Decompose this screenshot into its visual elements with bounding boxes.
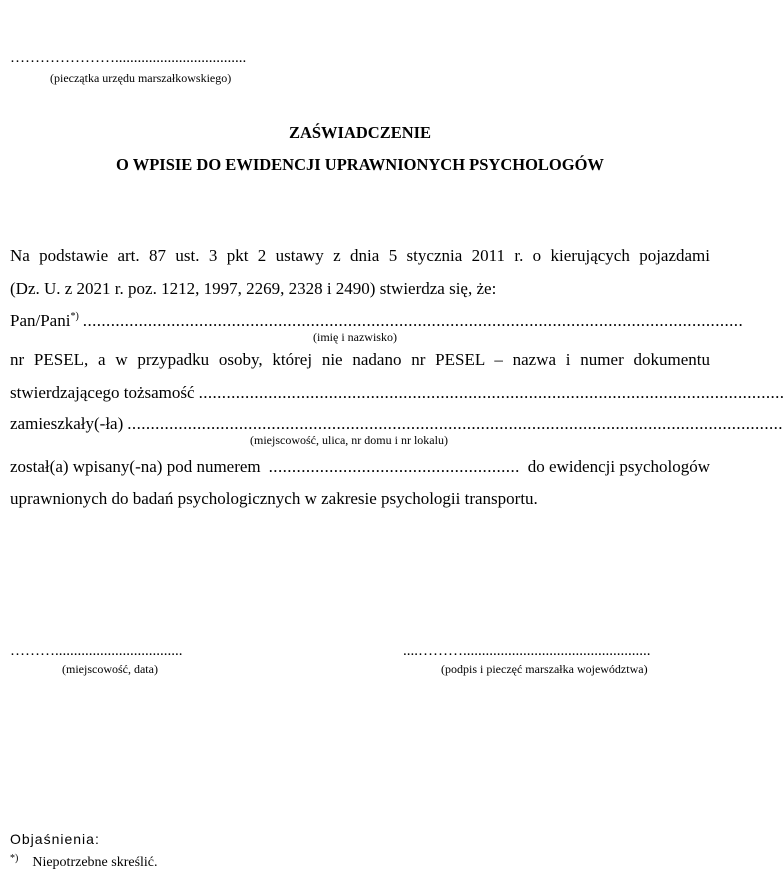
place-date-caption: (miejscowość, data) xyxy=(62,662,158,676)
name-fill-line: .............................................................................................................................................. xyxy=(82,311,744,330)
document-subtitle: O WPISIE DO EWIDENCJI UPRAWNIONYCH PSYCHOLOGÓW xyxy=(116,155,604,174)
place-date-line: ……….................................. xyxy=(10,643,183,659)
notes-text: Niepotrzebne skreślić. xyxy=(32,855,158,870)
entry-number-fill-line: ...................................................... xyxy=(268,457,520,476)
notes-marker: *) xyxy=(10,853,19,864)
entry-suffix: do ewidencji psychologów xyxy=(527,457,710,476)
signature-caption: (podpis i pieczęć marszałka województwa) xyxy=(441,662,648,676)
document-title: ZAŚWIADCZENIE xyxy=(288,123,432,142)
identity-row xyxy=(10,383,784,403)
footnote-marker: *) xyxy=(70,311,79,322)
transport-psychology-line: uprawnionych do badań psychologicznych w zakresie psychologii transportu. xyxy=(10,489,538,508)
notes-heading: Objaśnienia: xyxy=(10,831,100,847)
legal-basis-line-2: (Dz. U. z 2021 r. poz. 1212, 1997, 2269, 2328 i 2490) stwierdza się, że: xyxy=(10,279,497,298)
identity-fill-line: .............................................................................................................................. xyxy=(198,383,784,402)
stamp-label: (pieczątka urzędu marszałkowskiego) xyxy=(50,71,232,85)
identity-label: stwierdzającego tożsamość xyxy=(10,383,195,402)
address-fill-line: ............................................................................................................................................. xyxy=(127,414,783,433)
notes-item xyxy=(10,855,158,871)
pesel-line: nr PESEL, a w przypadku osoby, której nie nadano nr PESEL – nazwa i numer dokumentu xyxy=(10,350,710,369)
signature-line: ....……….................................................. xyxy=(403,643,651,659)
legal-basis-line-1: Na podstawie art. 87 ust. 3 pkt 2 ustawy z dnia 5 stycznia 2011 r. o kierujących pojazdami xyxy=(10,246,710,265)
entry-row xyxy=(10,457,710,477)
address-row xyxy=(10,414,783,434)
name-row xyxy=(10,311,744,331)
entry-prefix: został(a) wpisany(-na) pod numerem xyxy=(10,457,261,476)
address-label: zamieszkały(-ła) xyxy=(10,414,124,433)
name-caption: (imię i nazwisko) xyxy=(313,330,397,344)
name-label: Pan/Pani*) xyxy=(10,311,79,330)
stamp-line: …………………................................... xyxy=(10,50,247,66)
address-caption: (miejscowość, ulica, nr domu i nr lokalu) xyxy=(250,433,448,447)
